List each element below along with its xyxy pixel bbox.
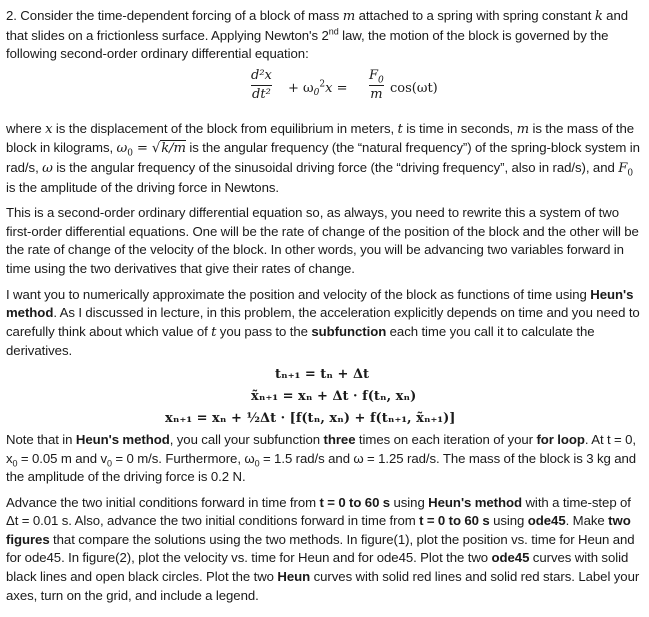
para-text: I want you to numerically approximate the position and velocity of the block as functions of time using: [6, 286, 591, 302]
heun-bold: Heun: [277, 569, 311, 585]
where-text: is the amplitude of the driving force in Newtons.: [6, 179, 280, 195]
intro-paragraph: [6, 7, 643, 64]
equals-sign: =: [132, 141, 152, 157]
para-text: with a time-step of Δt = 0.01 s. Also, advance the two initial conditions forward in time from: [6, 494, 631, 529]
para-text: , you call your subfunction: [169, 431, 324, 447]
sqrt-symbol: √: [151, 141, 161, 157]
heun-predictor: x̃ₙ₊₁ = xₙ + Δt · f(tₙ, xₙ): [251, 388, 417, 404]
para-text: each time you call it to calculate the derivatives.: [6, 323, 595, 359]
para-text: . As I discussed in lecture, in this problem, the acceleration explicitly depends on time and you need to carefully think about which value of: [6, 305, 640, 339]
var-x: x: [45, 121, 53, 137]
fraction-numerator: d²x: [251, 67, 272, 83]
three-bold: three: [323, 431, 356, 447]
para-text: that compare the solutions using the two methods. In figure(1), plot the position vs. time for Heun and for ode45. In figure(2), plot the velocity vs. time for Heun and for ode45. Plot the two: [6, 531, 635, 566]
ode45-bold: ode45: [527, 513, 566, 529]
where-text: is the mass of the block in kilograms,: [6, 120, 635, 156]
subfunction-bold: subfunction: [311, 323, 387, 339]
note-paragraph: [6, 431, 643, 487]
where-text: is the displacement of the block from equilibrium in meters,: [52, 120, 398, 136]
para-text: you pass to the: [216, 323, 312, 339]
para-text: = 1.5 rad/s and ω = 1.25 rad/s. The mass of the block is 3 kg and the amplitude of the driving force is 0.2 N.: [6, 450, 637, 485]
omega-superscript: 2: [319, 79, 326, 90]
advance-paragraph: [6, 494, 643, 606]
where-text: is the angular frequency (the “natural frequency”) of the spring-block system in rad/s,: [6, 140, 640, 175]
system-paragraph: This is a second-order ordinary differential equation so, as always, you need to rewrite this a system of two first-order differential equations. One will be the rate of change of the position of the block and the other will be the rate of change of the velocity of the block. In other words, you will be advancing two variables forward in time using the two derivatives that give their rates of change.: [6, 205, 639, 276]
para-text: using: [489, 513, 528, 529]
force-symbol: F: [369, 67, 379, 83]
time-range-bold: t = 0 to 60 s: [319, 494, 391, 510]
force-subscript: 0: [378, 75, 384, 86]
para-text: curves with solid black lines and open black circles. Plot the two: [6, 550, 629, 585]
intro-text: 2. Consider the time-dependent forcing of a block of mass: [6, 8, 343, 23]
para-text: . Make: [565, 513, 609, 529]
x-equals: x =: [325, 80, 348, 96]
heun-method-bold: Heun's method: [75, 431, 170, 447]
para-text: Advance the two initial conditions forward in time from: [6, 494, 320, 510]
v0-subscript: 0: [107, 458, 113, 469]
fraction-denominator: m: [370, 86, 383, 102]
var-F0: F: [618, 160, 628, 176]
two-figures-bold: two figures: [6, 513, 631, 547]
where-text: is the angular frequency of the sinusoidal driving force (the “driving frequency”, also in rad/s), and: [52, 159, 619, 175]
F0-subscript: 0: [627, 168, 633, 179]
equation-middle: [288, 79, 348, 99]
intro-text: law, the motion of the block is governed by the following second-order ordinary differential equation:: [6, 27, 609, 62]
plus-omega: + ω: [288, 80, 314, 96]
var-m: m: [516, 121, 530, 137]
where-text: where: [6, 120, 46, 136]
var-omega: ω: [42, 160, 53, 176]
cos-term: cos(ωt): [390, 80, 438, 96]
time-range-bold: t = 0 to 60 s: [419, 513, 490, 529]
para-text: curves with solid red lines and solid red stars. Label your axes, turn on the grid, and include a legend.: [6, 569, 640, 603]
superscript-nd: nd: [328, 26, 339, 37]
fraction-bar: [251, 85, 272, 86]
heun-time-update: tₙ₊₁ = tₙ + Δt: [275, 366, 370, 382]
x0-subscript: 0: [12, 458, 18, 469]
var-k: k: [594, 9, 603, 24]
where-text: is time in seconds,: [402, 120, 517, 136]
var-m: m: [342, 9, 356, 24]
para-text: = 0 m/s. Furthermore, ω: [112, 450, 255, 466]
heun-method-bold: Heun's method: [428, 494, 523, 510]
governing-equation: [6, 64, 643, 120]
omega-subscript: 0: [313, 88, 320, 99]
heun-instruction-paragraph: [6, 286, 643, 361]
fraction-numerator: [369, 68, 384, 84]
heun-method-bold: Heun's method: [6, 286, 634, 321]
ode45-bold: ode45: [491, 550, 530, 566]
sqrt-k-over-m: k/m: [161, 141, 186, 157]
para-text: . At t = 0, x: [6, 431, 636, 466]
para-text: using: [390, 494, 429, 510]
force-fraction: [369, 68, 384, 103]
second-derivative-fraction: [251, 68, 272, 103]
intro-text: and that slides on a frictionless surface. Applying Newton's 2: [6, 8, 629, 43]
var-omega0: ω: [116, 141, 128, 157]
heun-corrector: xₙ₊₁ = xₙ + ½Δt · [f(tₙ, xₙ) + f(tₙ₊₁, x̃ₙ₊₁)]: [165, 410, 456, 426]
omega0-subscript: 0: [127, 149, 133, 160]
para-text: times on each iteration of your: [355, 431, 537, 447]
omega0-subscript: 0: [254, 458, 260, 469]
heun-equations: [6, 361, 643, 431]
intro-text: attached to a spring with spring constant: [355, 8, 595, 23]
para-text: = 0.05 m and v: [17, 450, 108, 466]
fraction-denominator: dt²: [252, 86, 271, 102]
var-t: t: [397, 121, 403, 137]
where-paragraph: [6, 120, 643, 197]
for-loop-bold: for loop: [536, 431, 585, 447]
para-text: Note that in: [6, 431, 76, 447]
var-t: t: [211, 324, 217, 340]
